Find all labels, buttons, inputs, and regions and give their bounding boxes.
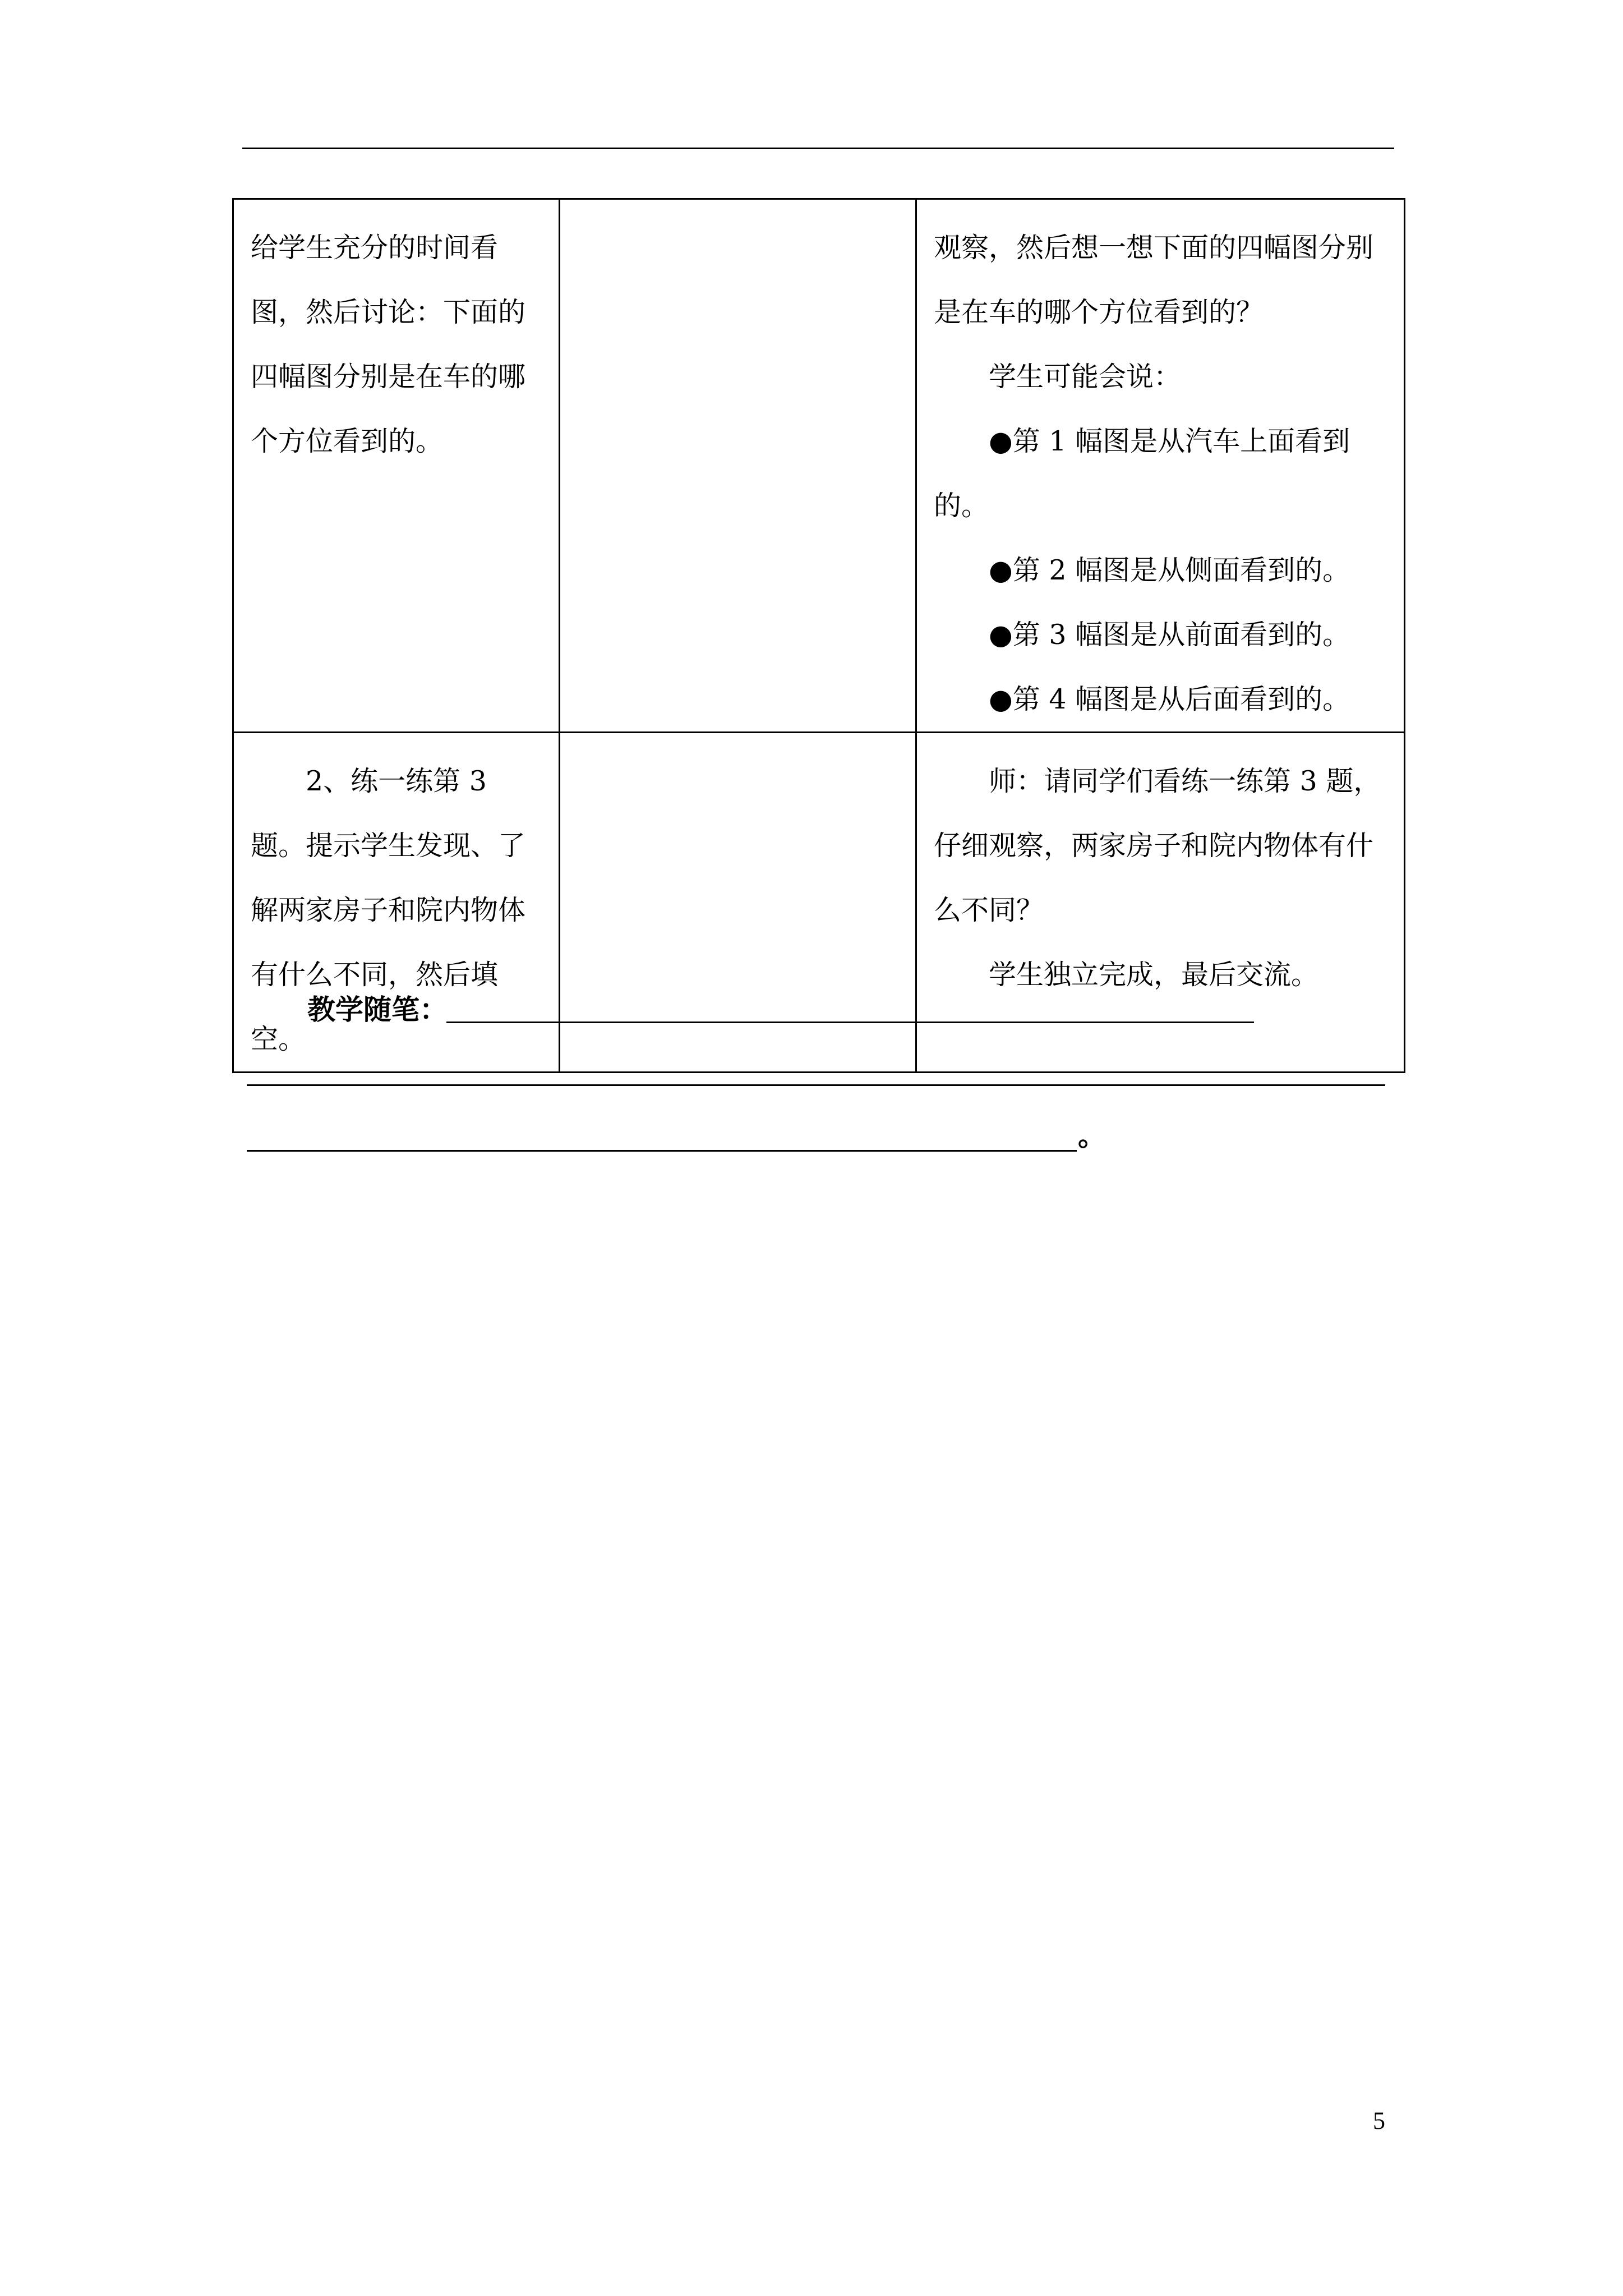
table-row <box>233 199 1405 733</box>
bullet-item: ●第 2 幅图是从侧面看到的。 <box>989 554 1350 586</box>
process-text: 师：请同学们看练一练第 3 题，仔细观察，两家房子和院内物体有什么不同？ <box>934 765 1381 926</box>
notes-end-mark: 。 <box>1078 1119 1106 1152</box>
notes-line <box>446 1022 1254 1023</box>
header-rule <box>242 148 1394 149</box>
notes-line <box>247 1150 1077 1152</box>
bullet-item: ●第 1 幅图是从汽车上面看到的。 <box>934 425 1350 522</box>
bullet-item: ●第 3 幅图是从前面看到的。 <box>989 619 1350 651</box>
process-cell <box>916 199 1405 733</box>
process-text: 学生可能会说： <box>989 361 1182 393</box>
page-number: 5 <box>1373 2107 1385 2134</box>
process-text: 学生独立完成，最后交流。 <box>989 959 1319 991</box>
empty-cell <box>560 199 916 733</box>
bullet-item: ●第 4 幅图是从后面看到的。 <box>989 683 1350 715</box>
lesson-table <box>232 198 1405 1073</box>
activity-text: 2、练一练第 3 题。提示学生发现、了解两家房子和院内物体有什么不同，然后填空。 <box>251 765 526 1055</box>
activity-cell <box>233 199 560 733</box>
process-text: 观察，然后想一想下面的四幅图分别是在车的哪个方位看到的？ <box>934 232 1374 328</box>
notes-label: 教学随笔： <box>307 993 448 1026</box>
activity-text: 给学生充分的时间看图，然后讨论：下面的四幅图分别是在车的哪个方位看到的。 <box>251 232 526 457</box>
notes-line <box>247 1084 1385 1086</box>
